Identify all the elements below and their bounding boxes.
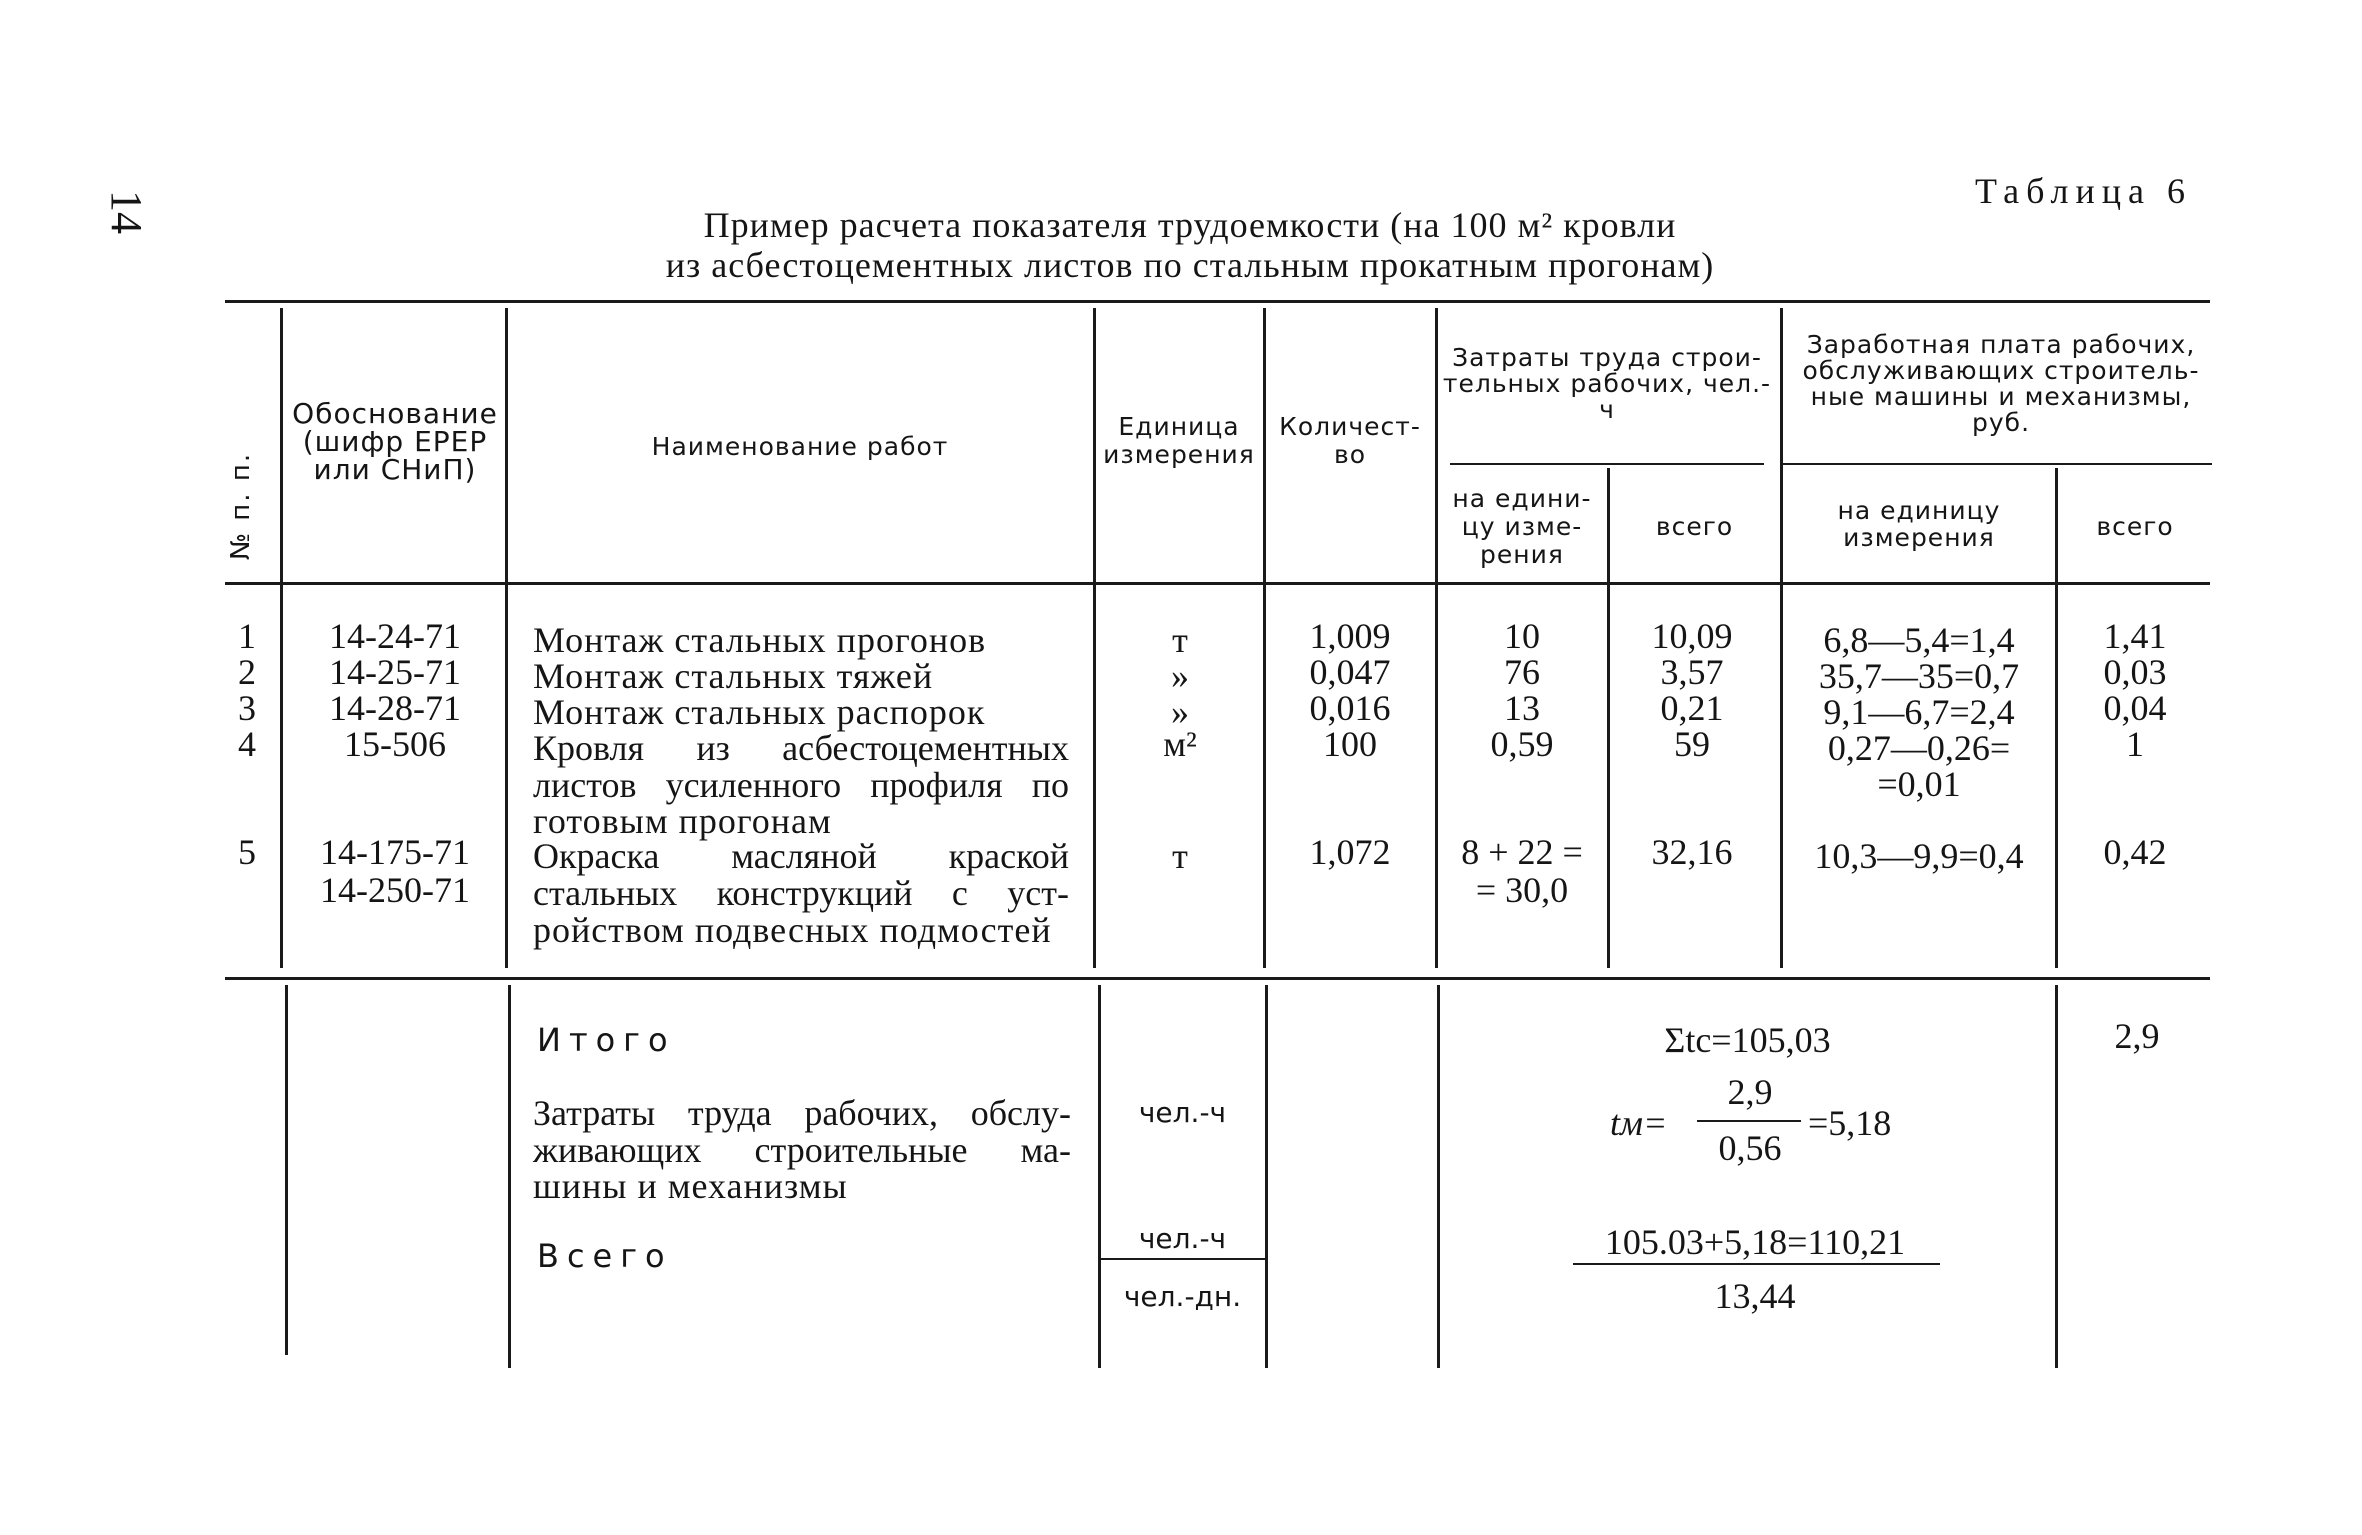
machine-label-line-2: живающих строительные ма-	[533, 1130, 1071, 1170]
row-4-labor-unit: 0,59	[1490, 724, 1554, 764]
row-2-unit: »	[1171, 656, 1189, 696]
row-2-wage-unit: 35,7—35=0,7	[1818, 656, 2020, 696]
sum-line-5	[1437, 985, 1440, 1368]
row-2-basis: 14-25-71	[329, 652, 461, 692]
row-4-qty: 100	[1323, 724, 1377, 764]
row-4-labor-total: 59	[1674, 724, 1710, 764]
sum-line-1	[285, 985, 288, 1355]
row-3-wage-unit: 9,1—6,7=2,4	[1823, 692, 2015, 732]
vsego-total-1: 105.03+5,18=110,21	[1604, 1222, 1906, 1262]
rule-body-bottom	[225, 977, 2210, 980]
row-3-num: 3	[238, 688, 256, 728]
row-5-labor-total: 32,16	[1651, 832, 1733, 872]
row-5-wage-unit: 10,3—9,9=0,4	[1814, 836, 2024, 876]
row-1-qty: 1,009	[1309, 616, 1391, 656]
rule-labor-sub	[1450, 463, 1764, 465]
col-line-5	[1435, 308, 1438, 968]
row-1-labor-unit: 10	[1504, 616, 1540, 656]
row-5-qty: 1,072	[1309, 832, 1391, 872]
row-1-wage-unit: 6,8—5,4=1,4	[1823, 620, 2015, 660]
header-labor-total: всего	[1655, 512, 1734, 541]
row-5-name-line-3: ройством подвесных подмостей	[533, 910, 1052, 950]
row-1-labor-total: 10,09	[1651, 616, 1733, 656]
tm-numerator: 2,9	[1727, 1072, 1773, 1112]
header-wage-per-unit: на единицу измерения	[1837, 496, 2001, 552]
row-3-labor-unit: 13	[1504, 688, 1540, 728]
row-2-wage-total: 0,03	[2103, 652, 2167, 692]
row-2-labor-unit: 76	[1504, 652, 1540, 692]
rule-top	[225, 300, 2210, 303]
rule-unit-split	[1100, 1258, 1265, 1260]
tm-denominator: 0,56	[1718, 1128, 1782, 1168]
table-title-line-2: из асбестоцементных листов по стальным прокатным прогонам)	[665, 245, 1715, 285]
row-1-basis: 14-24-71	[329, 616, 461, 656]
header-labor-per-unit: на едини-цу изме-рения	[1452, 484, 1592, 569]
row-2-qty: 0,047	[1309, 652, 1391, 692]
row-2-labor-total: 3,57	[1660, 652, 1724, 692]
row-4-name-line-2: листов усиленного профиля по	[533, 765, 1069, 805]
tm-lhs: tм=	[1610, 1103, 1668, 1143]
machine-label-line-3: шины и механизмы	[533, 1166, 848, 1206]
header-num: № п. п.	[226, 451, 256, 560]
row-5-wage-total: 0,42	[2103, 832, 2167, 872]
row-4-wage-unit-line-1: 0,27—0,26=	[1827, 728, 2011, 768]
row-5-num: 5	[238, 832, 256, 872]
vsego-label: Всего	[537, 1237, 673, 1275]
row-5-unit: т	[1172, 836, 1188, 876]
row-4-wage-total: 1	[2126, 724, 2144, 764]
vsego-unit-2: чел.-дн.	[1123, 1280, 1242, 1313]
row-5-labor-unit-line-2: = 30,0	[1475, 870, 1569, 910]
row-1-wage-total: 1,41	[2103, 616, 2167, 656]
row-5-labor-unit-line-1: 8 + 22 =	[1461, 832, 1583, 872]
header-labor-group: Затраты труда строи-тельных рабочих, чел.-ч	[1442, 343, 1772, 424]
row-2-name: Монтаж стальных тяжей	[533, 656, 934, 696]
tm-result: =5,18	[1808, 1103, 1892, 1143]
row-3-labor-total: 0,21	[1660, 688, 1724, 728]
row-3-name: Монтаж стальных распорок	[533, 692, 986, 732]
col-line-6	[1607, 468, 1610, 968]
machine-unit: чел.-ч	[1138, 1096, 1227, 1129]
header-unit: Единица измерения	[1103, 412, 1255, 469]
row-3-basis: 14-28-71	[329, 688, 461, 728]
itogo-label: Итого	[537, 1021, 676, 1059]
header-name: Наименование работ	[651, 432, 949, 461]
row-1-num: 1	[238, 616, 256, 656]
row-3-qty: 0,016	[1309, 688, 1391, 728]
col-line-4	[1263, 308, 1266, 968]
sum-line-2	[508, 985, 511, 1368]
col-line-3	[1093, 308, 1096, 968]
row-4-unit: м²	[1163, 724, 1197, 764]
rule-header-bottom	[225, 582, 2210, 585]
header-wage-total: всего	[2096, 512, 2174, 541]
rule-wage-sub	[1782, 463, 2212, 465]
col-line-7	[1780, 308, 1783, 968]
vsego-total-2: 13,44	[1714, 1276, 1796, 1316]
row-3-unit: »	[1171, 692, 1189, 732]
col-line-8	[2055, 468, 2058, 968]
row-5-basis-line-1: 14-175-71	[320, 832, 470, 872]
row-3-wage-total: 0,04	[2103, 688, 2167, 728]
row-5-name-line-2: стальных конструкций с уст-	[533, 873, 1069, 913]
row-4-wage-unit-line-2: =0,01	[1877, 764, 1961, 804]
itogo-formula: Σtc=105,03	[1664, 1020, 1831, 1060]
row-4-name-line-1: Кровля из асбестоцементных	[533, 728, 1069, 768]
page-number: 14	[102, 190, 151, 234]
header-qty: Количест-во	[1279, 412, 1421, 469]
row-1-name: Монтаж стальных прогонов	[533, 620, 987, 660]
sum-line-4	[1265, 985, 1268, 1368]
header-basis: Обоснование (шифр ЕРЕР или СНиП)	[292, 397, 498, 486]
col-line-1	[280, 308, 283, 968]
vsego-unit-1: чел.-ч	[1138, 1222, 1227, 1255]
itogo-wage-total: 2,9	[2114, 1016, 2160, 1056]
row-2-num: 2	[238, 652, 256, 692]
machine-label-line-1: Затраты труда рабочих, обслу-	[533, 1093, 1071, 1133]
col-line-2	[505, 308, 508, 968]
table-label: Таблица 6	[1975, 171, 2192, 211]
vsego-fraction-bar	[1573, 1263, 1940, 1265]
row-4-name-line-3: готовым прогонам	[533, 801, 832, 841]
row-4-num: 4	[238, 724, 256, 764]
row-5-basis-line-2: 14-250-71	[320, 870, 470, 910]
sum-line-6	[2055, 985, 2058, 1368]
row-1-unit: т	[1172, 620, 1188, 660]
header-wage-group: Заработная плата рабочих, обслуживающих строитель-ные машины и механизмы, руб.	[1802, 330, 2200, 437]
table-title-line-1: Пример расчета показателя трудоемкости (на 100 м² кровли	[703, 205, 1677, 245]
row-4-basis: 15-506	[344, 724, 446, 764]
row-5-name-line-1: Окраска масляной краской	[533, 836, 1069, 876]
tm-fraction-bar	[1697, 1120, 1801, 1122]
